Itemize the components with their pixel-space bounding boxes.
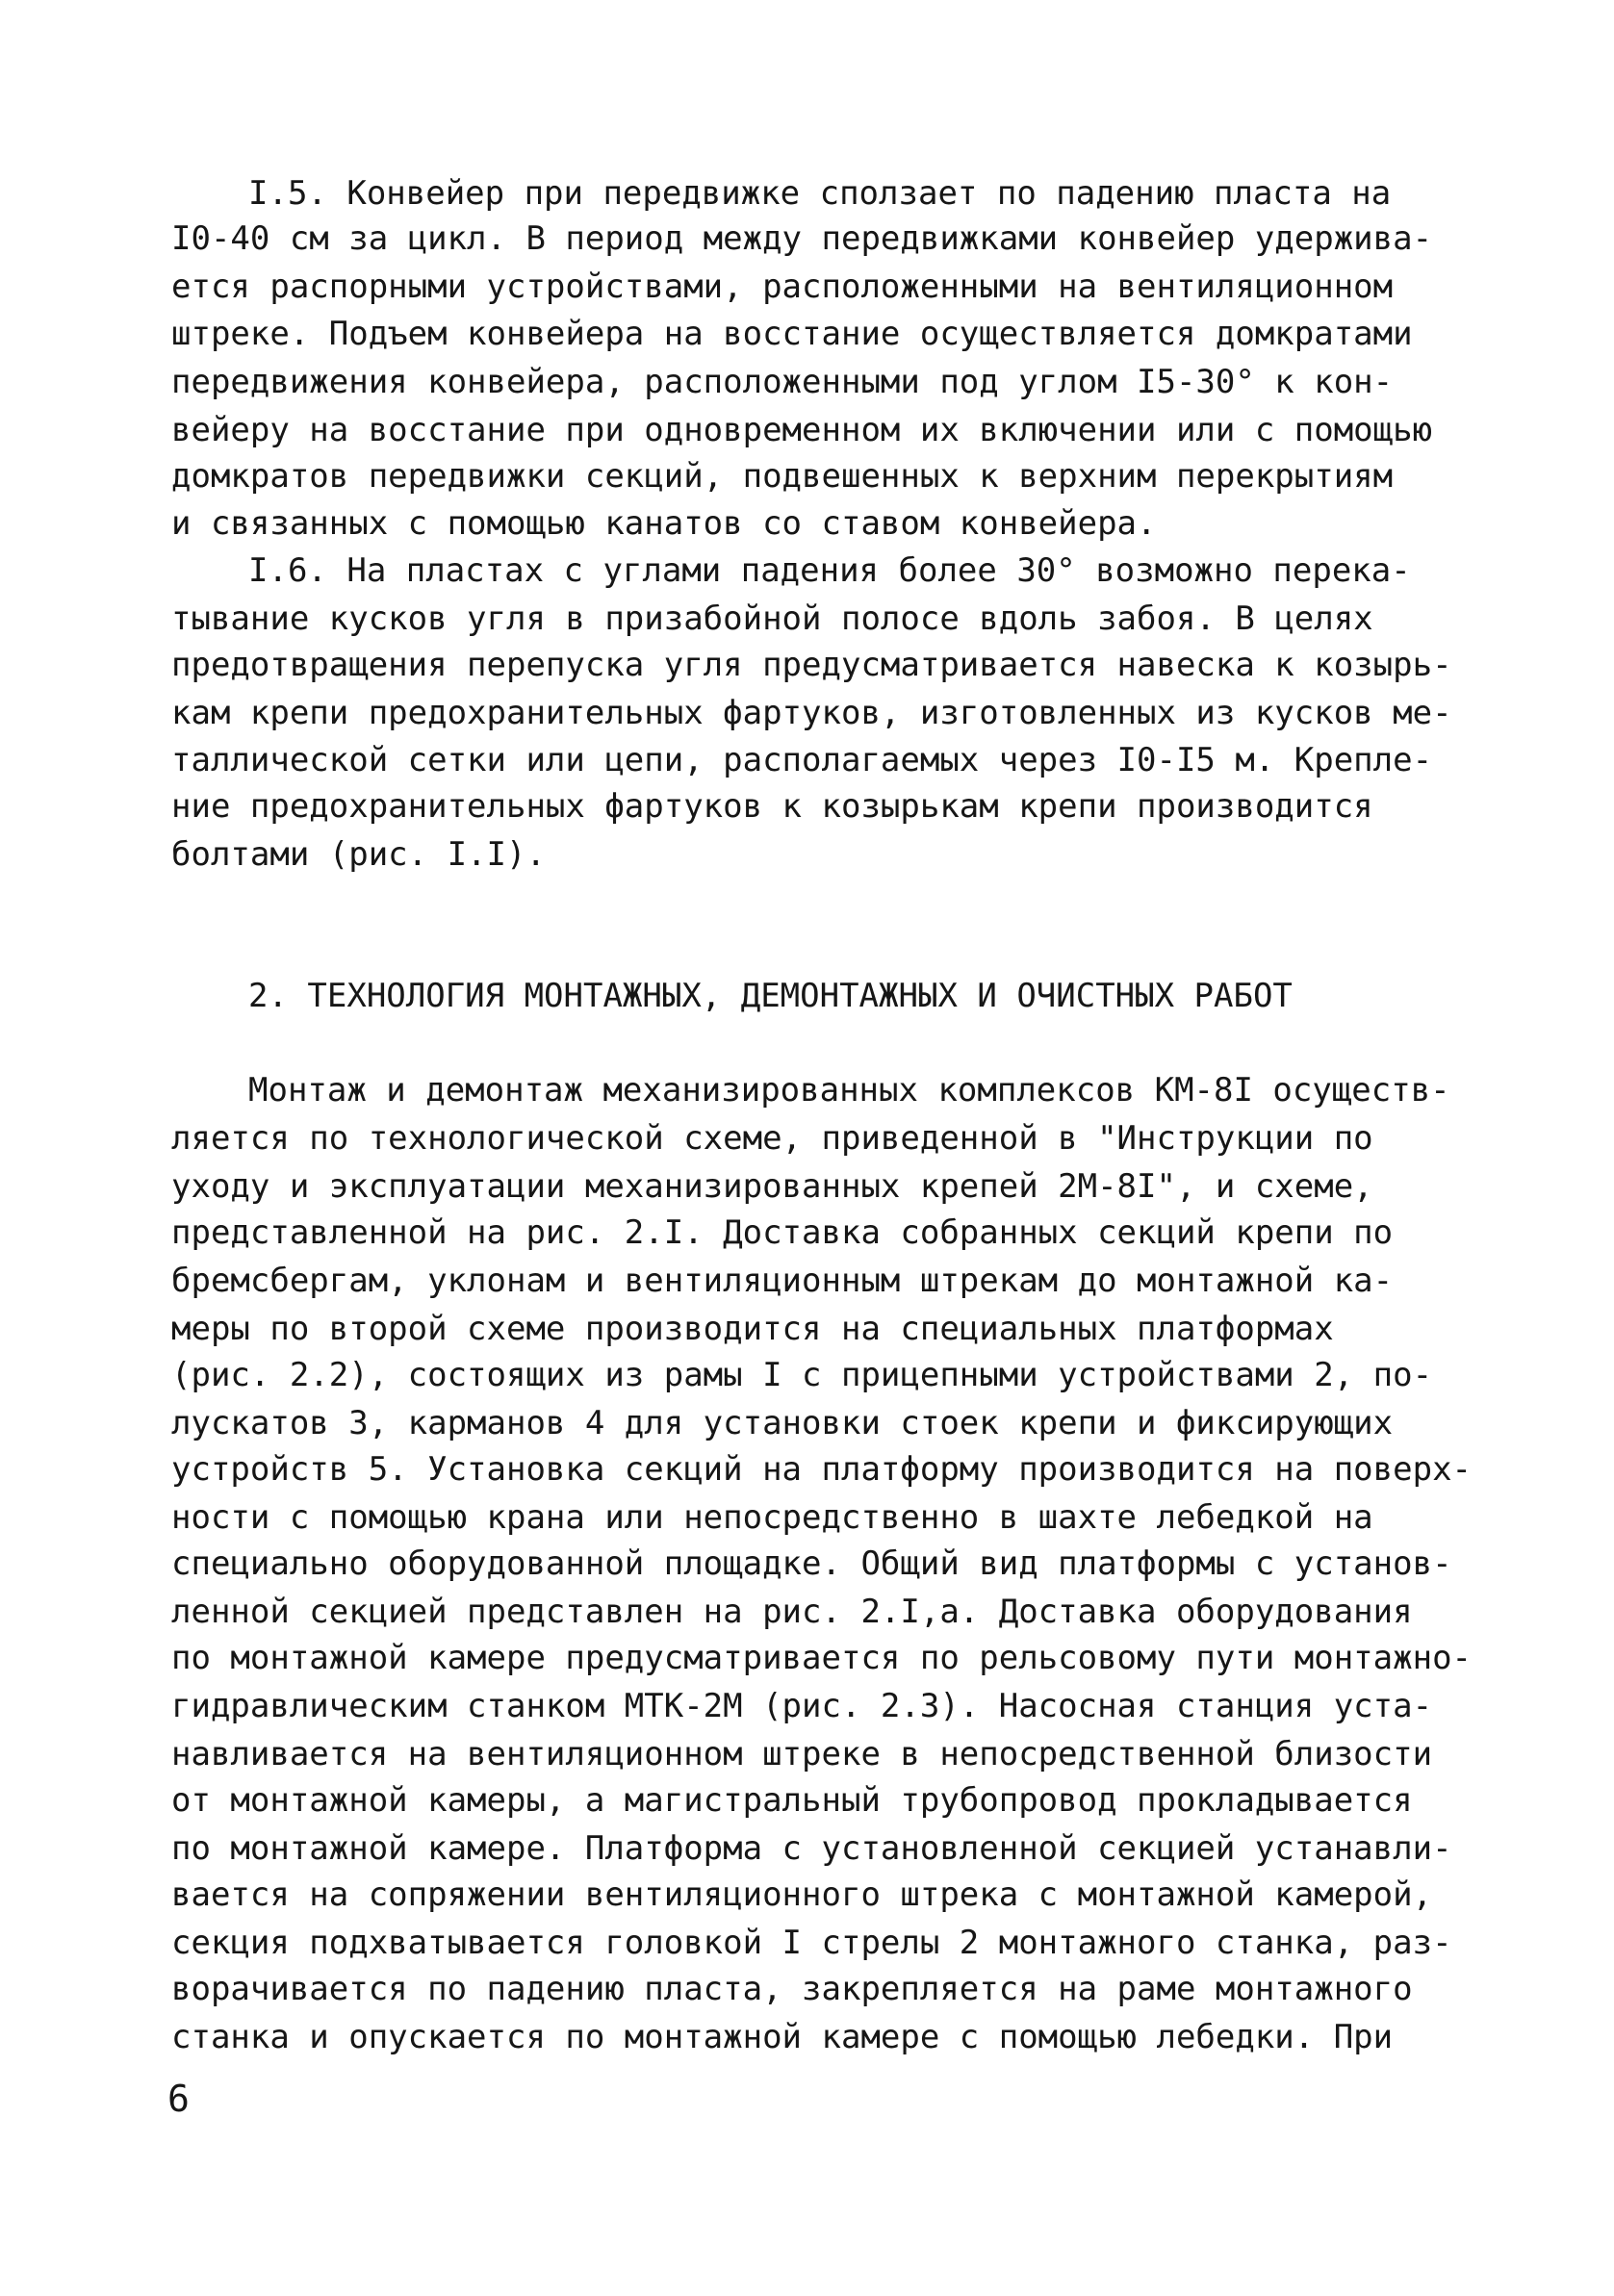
text-line: ленной секцией представлен на рис. 2.I,а. Доставка оборудования	[171, 1593, 1413, 1631]
section-heading: 2. ТЕХНОЛОГИЯ МОНТАЖНЫХ, ДЕМОНТАЖНЫХ И ОЧИСТНЫХ РАБОТ	[248, 977, 1293, 1015]
text-line: болтами (рис. I.I).	[171, 835, 546, 874]
text-line: представленной на рис. 2.I. Доставка собранных секций крепи по	[171, 1213, 1394, 1252]
text-line: от монтажной камеры, а магистральный трубопровод прокладывается	[171, 1781, 1413, 1820]
text-line: по монтажной камере. Платформа с установленной секцией устанавли-	[171, 1829, 1452, 1868]
text-line: ется распорными устройствами, расположенными на вентиляционном	[171, 268, 1394, 306]
text-line: гидравлическим станком МТК-2М (рис. 2.3). Насосная станция уста-	[171, 1687, 1433, 1725]
text-line: секция подхватывается головкой I стрелы 2 монтажного станка, раз-	[171, 1924, 1452, 1962]
text-line: таллической сетки или цепи, располагаемых через I0-I5 м. Крепле-	[171, 741, 1433, 779]
text-line: ние предохранительных фартуков к козырькам крепи производится	[171, 787, 1373, 826]
text-line: домкратов передвижки секций, подвешенных к верхним перекрытиям	[171, 457, 1394, 496]
text-line: ности с помощью крана или непосредственно в шахте лебедкой на	[171, 1498, 1373, 1537]
text-line: станка и опускается по монтажной камере с помощью лебедки. При	[171, 2018, 1394, 2056]
text-line: специально оборудованной площадке. Общий вид платформы с установ-	[171, 1544, 1452, 1583]
text-line: и связанных с помощью канатов со ставом конвейера.	[171, 504, 1157, 543]
text-line: меры по второй схеме производится на специальных платформах	[171, 1310, 1334, 1348]
text-line: I.6. На пластах с углами падения более 30° возможно перека-	[248, 551, 1411, 590]
text-line: устройств 5. Установка секций на платформу производится на поверх-	[171, 1450, 1473, 1489]
text-line: тывание кусков угля в призабойной полосе вдоль забоя. В целях	[171, 600, 1373, 638]
text-line: вейеру на восстание при одновременном их включении или с помощью	[171, 411, 1433, 449]
text-line: вается на сопряжении вентиляционного штрека с монтажной камерой,	[171, 1875, 1433, 1914]
text-line: (рис. 2.2), состоящих из рамы I с прицепными устройствами 2, по-	[171, 1356, 1433, 1394]
text-line: Монтаж и демонтаж механизированных комплексов КМ-8I осуществ-	[248, 1071, 1450, 1110]
text-line: I0-40 см за цикл. В период между передвижками конвейер удержива-	[171, 219, 1433, 258]
text-line: по монтажной камере предусматривается по рельсовому пути монтажно-	[171, 1639, 1473, 1677]
text-line: ляется по технологической схеме, приведенной в "Инструкции по	[171, 1119, 1373, 1158]
text-line: уходу и эксплуатации механизированных крепей 2М-8I", и схеме,	[171, 1167, 1373, 1206]
text-line: ворачивается по падению пласта, закрепляется на раме монтажного	[171, 1970, 1413, 2008]
text-line: навливается на вентиляционном штреке в непосредственной близости	[171, 1735, 1433, 1773]
text-line: бремсбергам, уклонам и вентиляционным штрекам до монтажной ка-	[171, 1262, 1394, 1300]
text-line: штреке. Подъем конвейера на восстание осуществляется домкратами	[171, 315, 1413, 353]
text-line: лускатов 3, карманов 4 для установки стоек крепи и фиксирующих	[171, 1404, 1394, 1442]
text-line: предотвращения перепуска угля предусматривается навеска к козырь-	[171, 646, 1452, 684]
text-line: передвижения конвейера, расположенными под углом I5-30° к кон-	[171, 363, 1394, 401]
page-number: 6	[167, 2078, 190, 2120]
text-line: I.5. Конвейер при передвижке сползает по падению пласта на	[248, 174, 1392, 213]
text-line: кам крепи предохранительных фартуков, изготовленных из кусков ме-	[171, 694, 1452, 732]
